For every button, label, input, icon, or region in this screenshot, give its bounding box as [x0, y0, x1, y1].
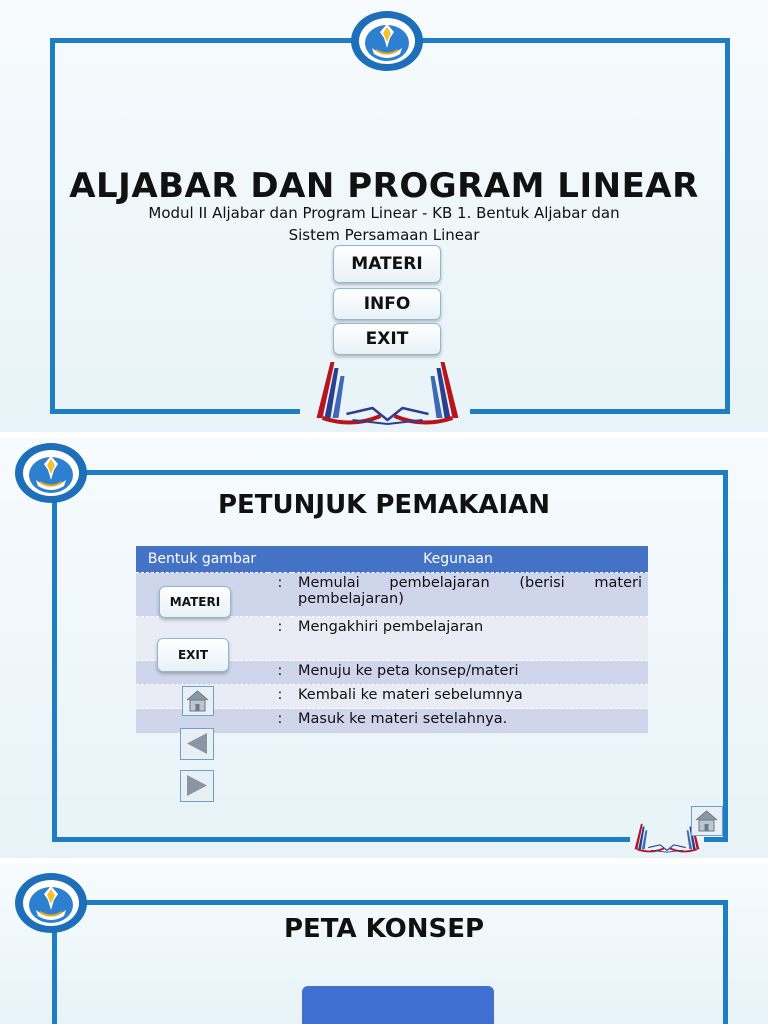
row-desc: Kembali ke materi sebelumnya: [292, 685, 648, 709]
exit-button-sample[interactable]: EXIT: [157, 638, 229, 672]
concept-box: [302, 986, 494, 1024]
materi-button-sample[interactable]: MATERI: [159, 586, 231, 618]
table-row: : Kembali ke materi sebelumnya: [136, 685, 648, 709]
home-button[interactable]: [691, 806, 723, 836]
right-arrow-icon: [181, 771, 212, 800]
row-desc: Masuk ke materi setelahnya.: [292, 709, 648, 733]
next-button-sample[interactable]: [180, 770, 214, 802]
row-desc-line-1: Memulai pembelajaran (berisi materi: [298, 575, 642, 591]
home-icon: [692, 807, 721, 834]
prev-button-sample[interactable]: [180, 728, 214, 760]
home-icon: [183, 687, 212, 714]
open-book-icon: [310, 358, 465, 428]
table-row: : Mengakhiri pembelajaran: [136, 617, 648, 661]
tut-wuri-handayani-logo: [350, 10, 424, 72]
instructions-slide: [0, 438, 768, 858]
concept-map-slide: [0, 864, 768, 1024]
info-button[interactable]: INFO: [333, 288, 441, 320]
page-title: ALJABAR DAN PROGRAM LINEAR: [69, 166, 699, 206]
home-button-sample[interactable]: [182, 686, 214, 716]
materi-button[interactable]: MATERI: [333, 245, 441, 283]
section-title: PETUNJUK PEMAKAIAN: [217, 490, 551, 520]
exit-button[interactable]: EXIT: [333, 323, 441, 355]
row-desc: Mengakhiri pembelajaran: [292, 617, 648, 661]
subtitle-line-2: Sistem Persamaan Linear: [288, 226, 480, 244]
table-row: : Memulai pembelajaran (berisi materi pembelajaran): [136, 573, 648, 617]
col-header-shape: Bentuk gambar: [136, 546, 268, 573]
row-desc-line-2: pembelajaran): [298, 591, 404, 607]
subtitle-line-1: Modul II Aljabar dan Program Linear - KB 1. Bentuk Aljabar dan: [148, 204, 620, 222]
title-slide: [0, 0, 768, 432]
table-row: : Masuk ke materi setelahnya.: [136, 709, 648, 733]
section-title: PETA KONSEP: [283, 914, 485, 944]
table-row: : Menuju ke peta konsep/materi: [136, 661, 648, 685]
left-arrow-icon: [181, 729, 212, 758]
col-header-use: Kegunaan: [268, 546, 648, 573]
row-desc: Menuju ke peta konsep/materi: [292, 661, 648, 685]
